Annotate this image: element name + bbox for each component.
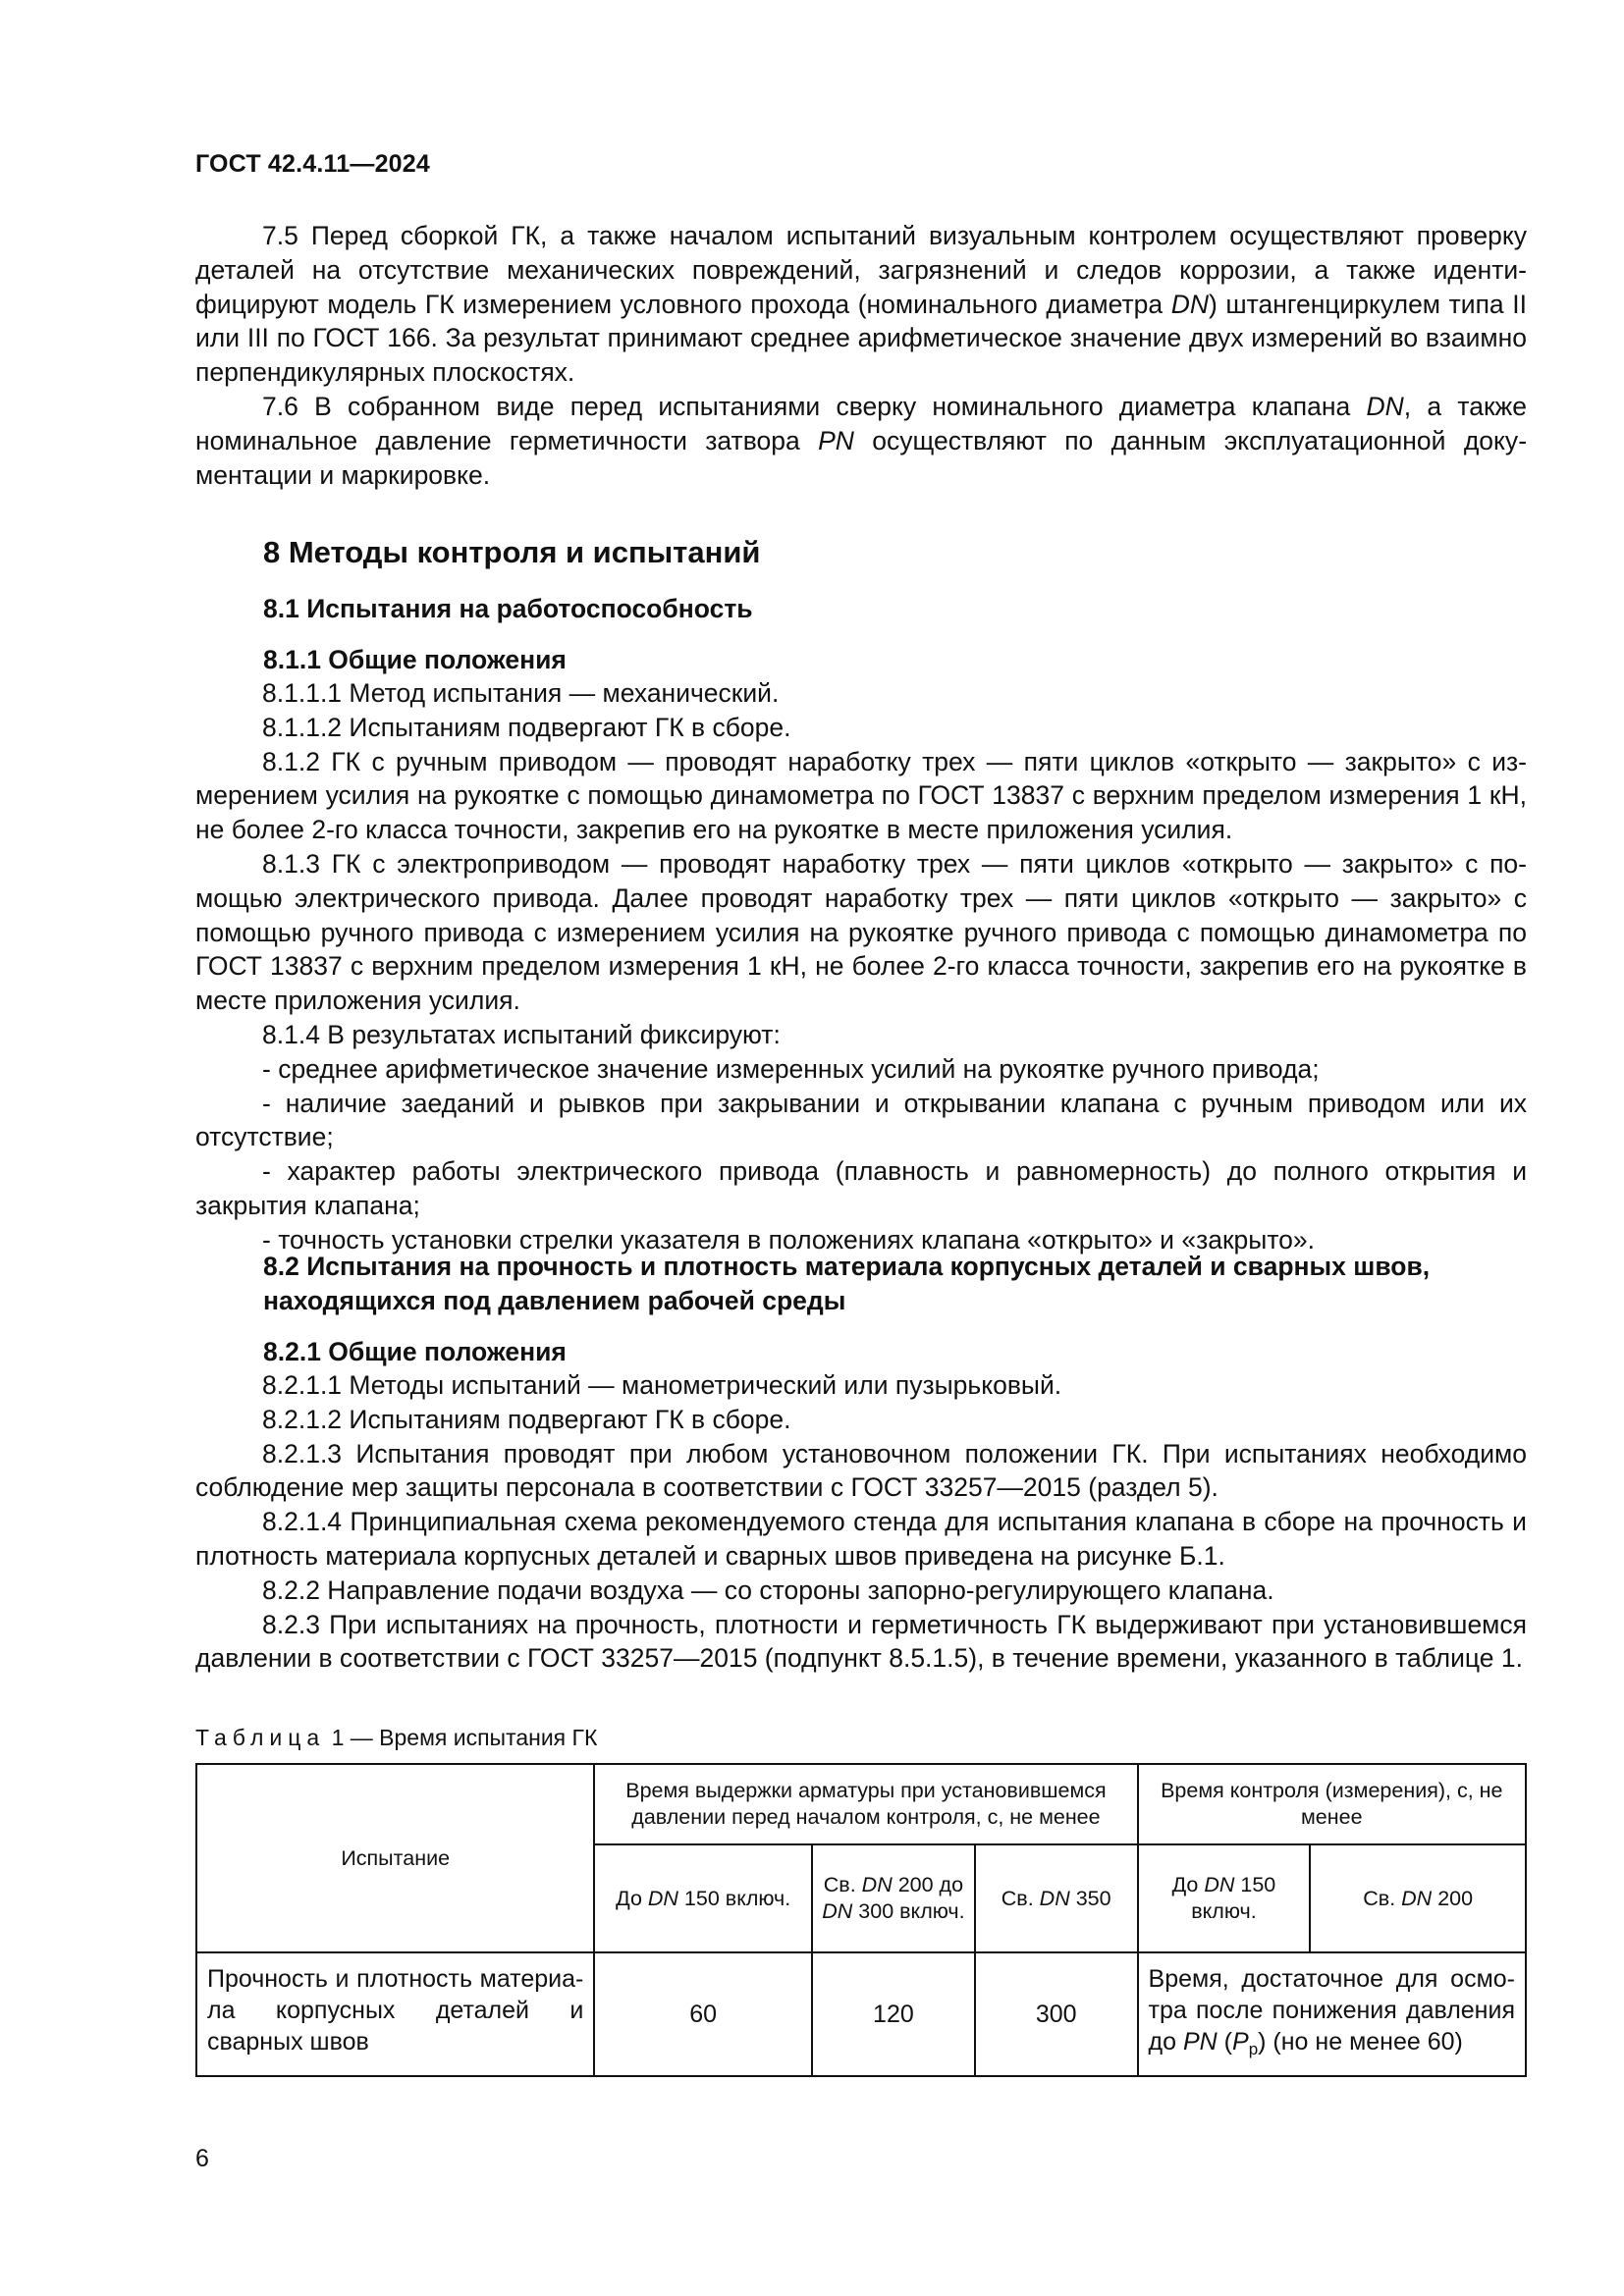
clauses-7: [195, 219, 1527, 492]
paragraph-8-2-3: 8.2.3 При испытаниях на прочность, плотности и герметичность ГК выдерживают при установившемся давлении в соответствии с ГОСТ 33257—2015 (подпункт 8.5.1.5), в течение времени, указанного в таблице 1.: [195, 1609, 1527, 1674]
table-header-row: [196, 1764, 1526, 1844]
paragraph-8-1-4: 8.1.4 В результатах испытаний фиксируют:: [262, 1019, 781, 1049]
subsection-8-1-1-heading: 8.1.1 Общие положения: [263, 645, 567, 674]
header-control-dn200: Св. DN 200: [1310, 1844, 1526, 1952]
cell-test-name: Прочность и плотность материала корпусных деталей и сварных швов: [196, 1952, 594, 2076]
subsection-8-2-1-heading: 8.2.1 Общие положения: [263, 1337, 567, 1366]
table-row: [196, 1952, 1526, 2076]
clauses-8-1: [195, 676, 1527, 1257]
text: осуществляют по данным эксплуатационной документации и маркировке.: [195, 425, 1528, 490]
list-item: - среднее арифметическое значение измеренных усилий на рукоятке ручного привода;: [195, 1052, 1527, 1087]
list-item: - точность установки стрелки указателя в положениях клапана «открыто» и «закрыто».: [195, 1223, 1527, 1257]
text: , а также номинальное давление герметичности затвора: [195, 391, 1528, 455]
text: 7.5 Перед сборкой ГК, а также началом испытаний визуальным контролем осуществляют проверку деталей на отсутствие механических повреждений, загрязнений и следов коррозии, а также идентифицируют модель ГК измерением условного прохода (номинального диаметра: [195, 221, 1527, 319]
header-dn200-300: Св. DN 200 до DN 300 включ.: [812, 1844, 975, 1952]
document-header: ГОСТ 42.4.11—2024: [195, 150, 430, 178]
paragraph-8-2-1-4: 8.2.1.4 Принципиальная схема рекомендуемого стенда для испытания клапана в сборе на прочность и плотность материала корпусных деталей и сварных швов приведена на рисунке Б.1.: [195, 1507, 1527, 1571]
paragraph-8-2-1-1: 8.2.1.1 Методы испытаний — манометрический или пузырьковый.: [262, 1370, 1062, 1400]
cell-value: 300: [975, 1952, 1138, 2076]
subsection-8-1-heading: 8.1 Испытания на работоспособность: [263, 594, 753, 623]
cell-value: 120: [812, 1952, 975, 2076]
dn-symbol: DN: [1366, 391, 1404, 421]
cell-value: 60: [594, 1952, 812, 2076]
table-caption: [195, 1725, 597, 1751]
table-1: [195, 1763, 1527, 2077]
header-control-time: Время контроля (измерения), с, не менее: [1138, 1764, 1526, 1844]
section-8-heading: 8 Методы контроля и испытаний: [263, 535, 761, 569]
paragraph-8-1-1-1: 8.1.1.1 Метод испытания — механический.: [262, 678, 780, 708]
paragraph-7-5: [195, 219, 1527, 390]
paragraph-7-6: [195, 390, 1527, 492]
list-item: - наличие заеданий и рывков при закрывании и открывании клапана с ручным приводом или их отсутствие;: [195, 1087, 1527, 1155]
caption-label: Таблица: [195, 1725, 326, 1750]
caption-text: 1 — Время испытания ГК: [325, 1725, 598, 1750]
header-hold-time: Время выдержки арматуры при установившемся давлении перед началом контроля, с, не менее: [594, 1764, 1137, 1844]
text: ) штангенциркулем типа II или III по ГОСТ 166. За результат принимают среднее арифметическое значение двух измерений во взаимно перпендикулярных плоскостях.: [195, 289, 1528, 388]
paragraph-8-1-2: 8.1.2 ГК с ручным приводом — проводят наработку трех — пяти циклов «открыто — закрыто» с измерением усилия на рукоятке с помощью динамометра по ГОСТ 13837 с верхним пределом измерения 1 кН, не более 2-го класса точности, закрепив его на рукоятке в месте приложения усилия.: [195, 746, 1527, 845]
header-test: Испытание: [196, 1764, 594, 1952]
subsection-8-2-heading: 8.2 Испытания на прочность и плотность материала корпусных деталей и сварных швов, находящихся под давлением рабочей среды: [263, 1252, 1431, 1315]
list-item: - характер работы электрического привода (плавность и равномерность) до полного открытия и закрытия клапана;: [195, 1154, 1527, 1223]
text: 7.6 В собранном виде перед испытаниями сверку номинального диаметра клапана: [262, 391, 1367, 421]
dn-symbol: DN: [1170, 289, 1209, 319]
paragraph-8-1-3: 8.1.3 ГК с электроприводом — проводят наработку трех — пяти циклов «открыто — закрыто» с помощью электрического привода. Далее проводят наработку трех — пяти циклов «открыто — закрыто» с помощью ручного привода с измерением усилия на рукоятке ручного привода с помощью динамометра по ГОСТ 13837 с верхним пределом измерения 1 кН, не более 2-го класса точности, закрепив его на рукоятке в месте приложения усилия.: [195, 848, 1527, 1016]
paragraph-8-2-2: 8.2.2 Направление подачи воздуха — со стороны запорно-регулирующего клапана.: [262, 1575, 1274, 1605]
header-dn350: Св. DN 350: [975, 1844, 1138, 1952]
paragraph-8-1-1-2: 8.1.1.2 Испытаниям подвергают ГК в сборе.: [262, 712, 791, 742]
header-control-dn150: До DN 150 включ.: [1138, 1844, 1311, 1952]
header-dn150: До DN 150 включ.: [594, 1844, 812, 1952]
cell-control-time: Время, достаточное для осмотра после понижения давления до PN $(P_р)$ (но не менее 60): [1138, 1952, 1526, 2076]
pn-symbol: PN: [818, 425, 854, 455]
page-number: 6: [195, 2145, 209, 2172]
clauses-8-2: [195, 1368, 1527, 1676]
paragraph-8-2-1-2: 8.2.1.2 Испытаниям подвергают ГК в сборе.: [262, 1404, 791, 1434]
paragraph-8-2-1-3: 8.2.1.3 Испытания проводят при любом установочном положении ГК. При испытаниях необходимо соблюдение мер защиты персонала в соответствии с ГОСТ 33257—2015 (раздел 5).: [195, 1438, 1527, 1503]
